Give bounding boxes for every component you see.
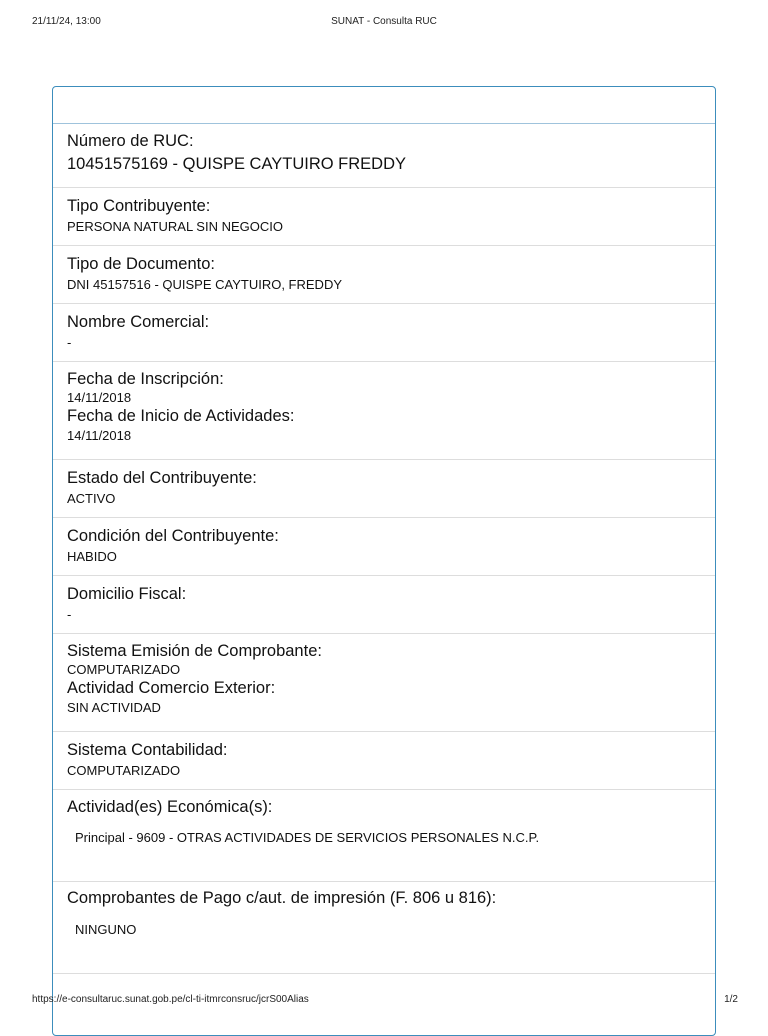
- fecha-inicio-value: 14/11/2018: [67, 428, 132, 443]
- comprobantes-label: Comprobantes de Pago c/aut. de impresión (F. 806 u 816):: [67, 889, 497, 907]
- domicilio-label: Domicilio Fiscal:: [67, 585, 187, 603]
- condicion-label: Condición del Contribuyente:: [67, 527, 279, 545]
- condicion-value: HABIDO: [67, 549, 117, 564]
- domicilio-value: -: [67, 607, 72, 622]
- fecha-inicio-label: Fecha de Inicio de Actividades:: [67, 407, 295, 425]
- actividad-economica-label: Actividad(es) Económica(s):: [67, 798, 273, 816]
- row-condicion: [53, 518, 715, 576]
- print-page-title: SUNAT - Consulta RUC: [331, 16, 437, 27]
- print-datetime: 21/11/24, 13:00: [32, 16, 101, 27]
- print-footer: [32, 994, 738, 1008]
- sistema-emision-label: Sistema Emisión de Comprobante:: [67, 642, 322, 660]
- nombre-comercial-value: -: [67, 335, 72, 350]
- panel-heading: [53, 87, 715, 124]
- row-fechas: [53, 362, 715, 460]
- tipo-documento-value: DNI 45157516 - QUISPE CAYTUIRO, FREDDY: [67, 277, 343, 292]
- row-domicilio: [53, 576, 715, 634]
- row-actividad-economica: [53, 790, 715, 882]
- tipo-contribuyente-value: PERSONA NATURAL SIN NEGOCIO: [67, 219, 283, 234]
- sistema-emision-value: COMPUTARIZADO: [67, 662, 181, 677]
- row-nombre-comercial: [53, 304, 715, 362]
- comercio-exterior-value: SIN ACTIVIDAD: [67, 700, 161, 715]
- comprobantes-value: NINGUNO: [75, 922, 137, 937]
- row-estado: [53, 460, 715, 518]
- print-page-number: 1/2: [724, 994, 738, 1005]
- sistema-contabilidad-value: COMPUTARIZADO: [67, 763, 181, 778]
- comercio-exterior-label: Actividad Comercio Exterior:: [67, 679, 276, 697]
- tipo-contribuyente-label: Tipo Contribuyente:: [67, 197, 211, 215]
- ruc-value: 10451575169 - QUISPE CAYTUIRO FREDDY: [67, 155, 406, 173]
- ruc-result-panel: [52, 86, 716, 1036]
- row-comprobantes: [53, 882, 715, 974]
- estado-value: ACTIVO: [67, 491, 116, 506]
- fecha-inscripcion-value: 14/11/2018: [67, 390, 132, 405]
- sistema-contabilidad-label: Sistema Contabilidad:: [67, 741, 228, 759]
- row-ruc: [53, 124, 715, 188]
- row-tipo-contribuyente: [53, 188, 715, 246]
- print-url: https://e-consultaruc.sunat.gob.pe/cl-ti-itmrconsruc/jcrS00Alias: [32, 994, 309, 1005]
- row-sistema-emision: [53, 634, 715, 732]
- row-sistema-contabilidad: [53, 732, 715, 790]
- print-header: [32, 16, 736, 32]
- actividad-economica-value: Principal - 9609 - OTRAS ACTIVIDADES DE SERVICIOS PERSONALES N.C.P.: [75, 830, 540, 845]
- estado-label: Estado del Contribuyente:: [67, 469, 257, 487]
- fecha-inscripcion-label: Fecha de Inscripción:: [67, 370, 224, 388]
- row-tipo-documento: [53, 246, 715, 304]
- ruc-label: Número de RUC:: [67, 132, 194, 150]
- nombre-comercial-label: Nombre Comercial:: [67, 313, 210, 331]
- tipo-documento-label: Tipo de Documento:: [67, 255, 215, 273]
